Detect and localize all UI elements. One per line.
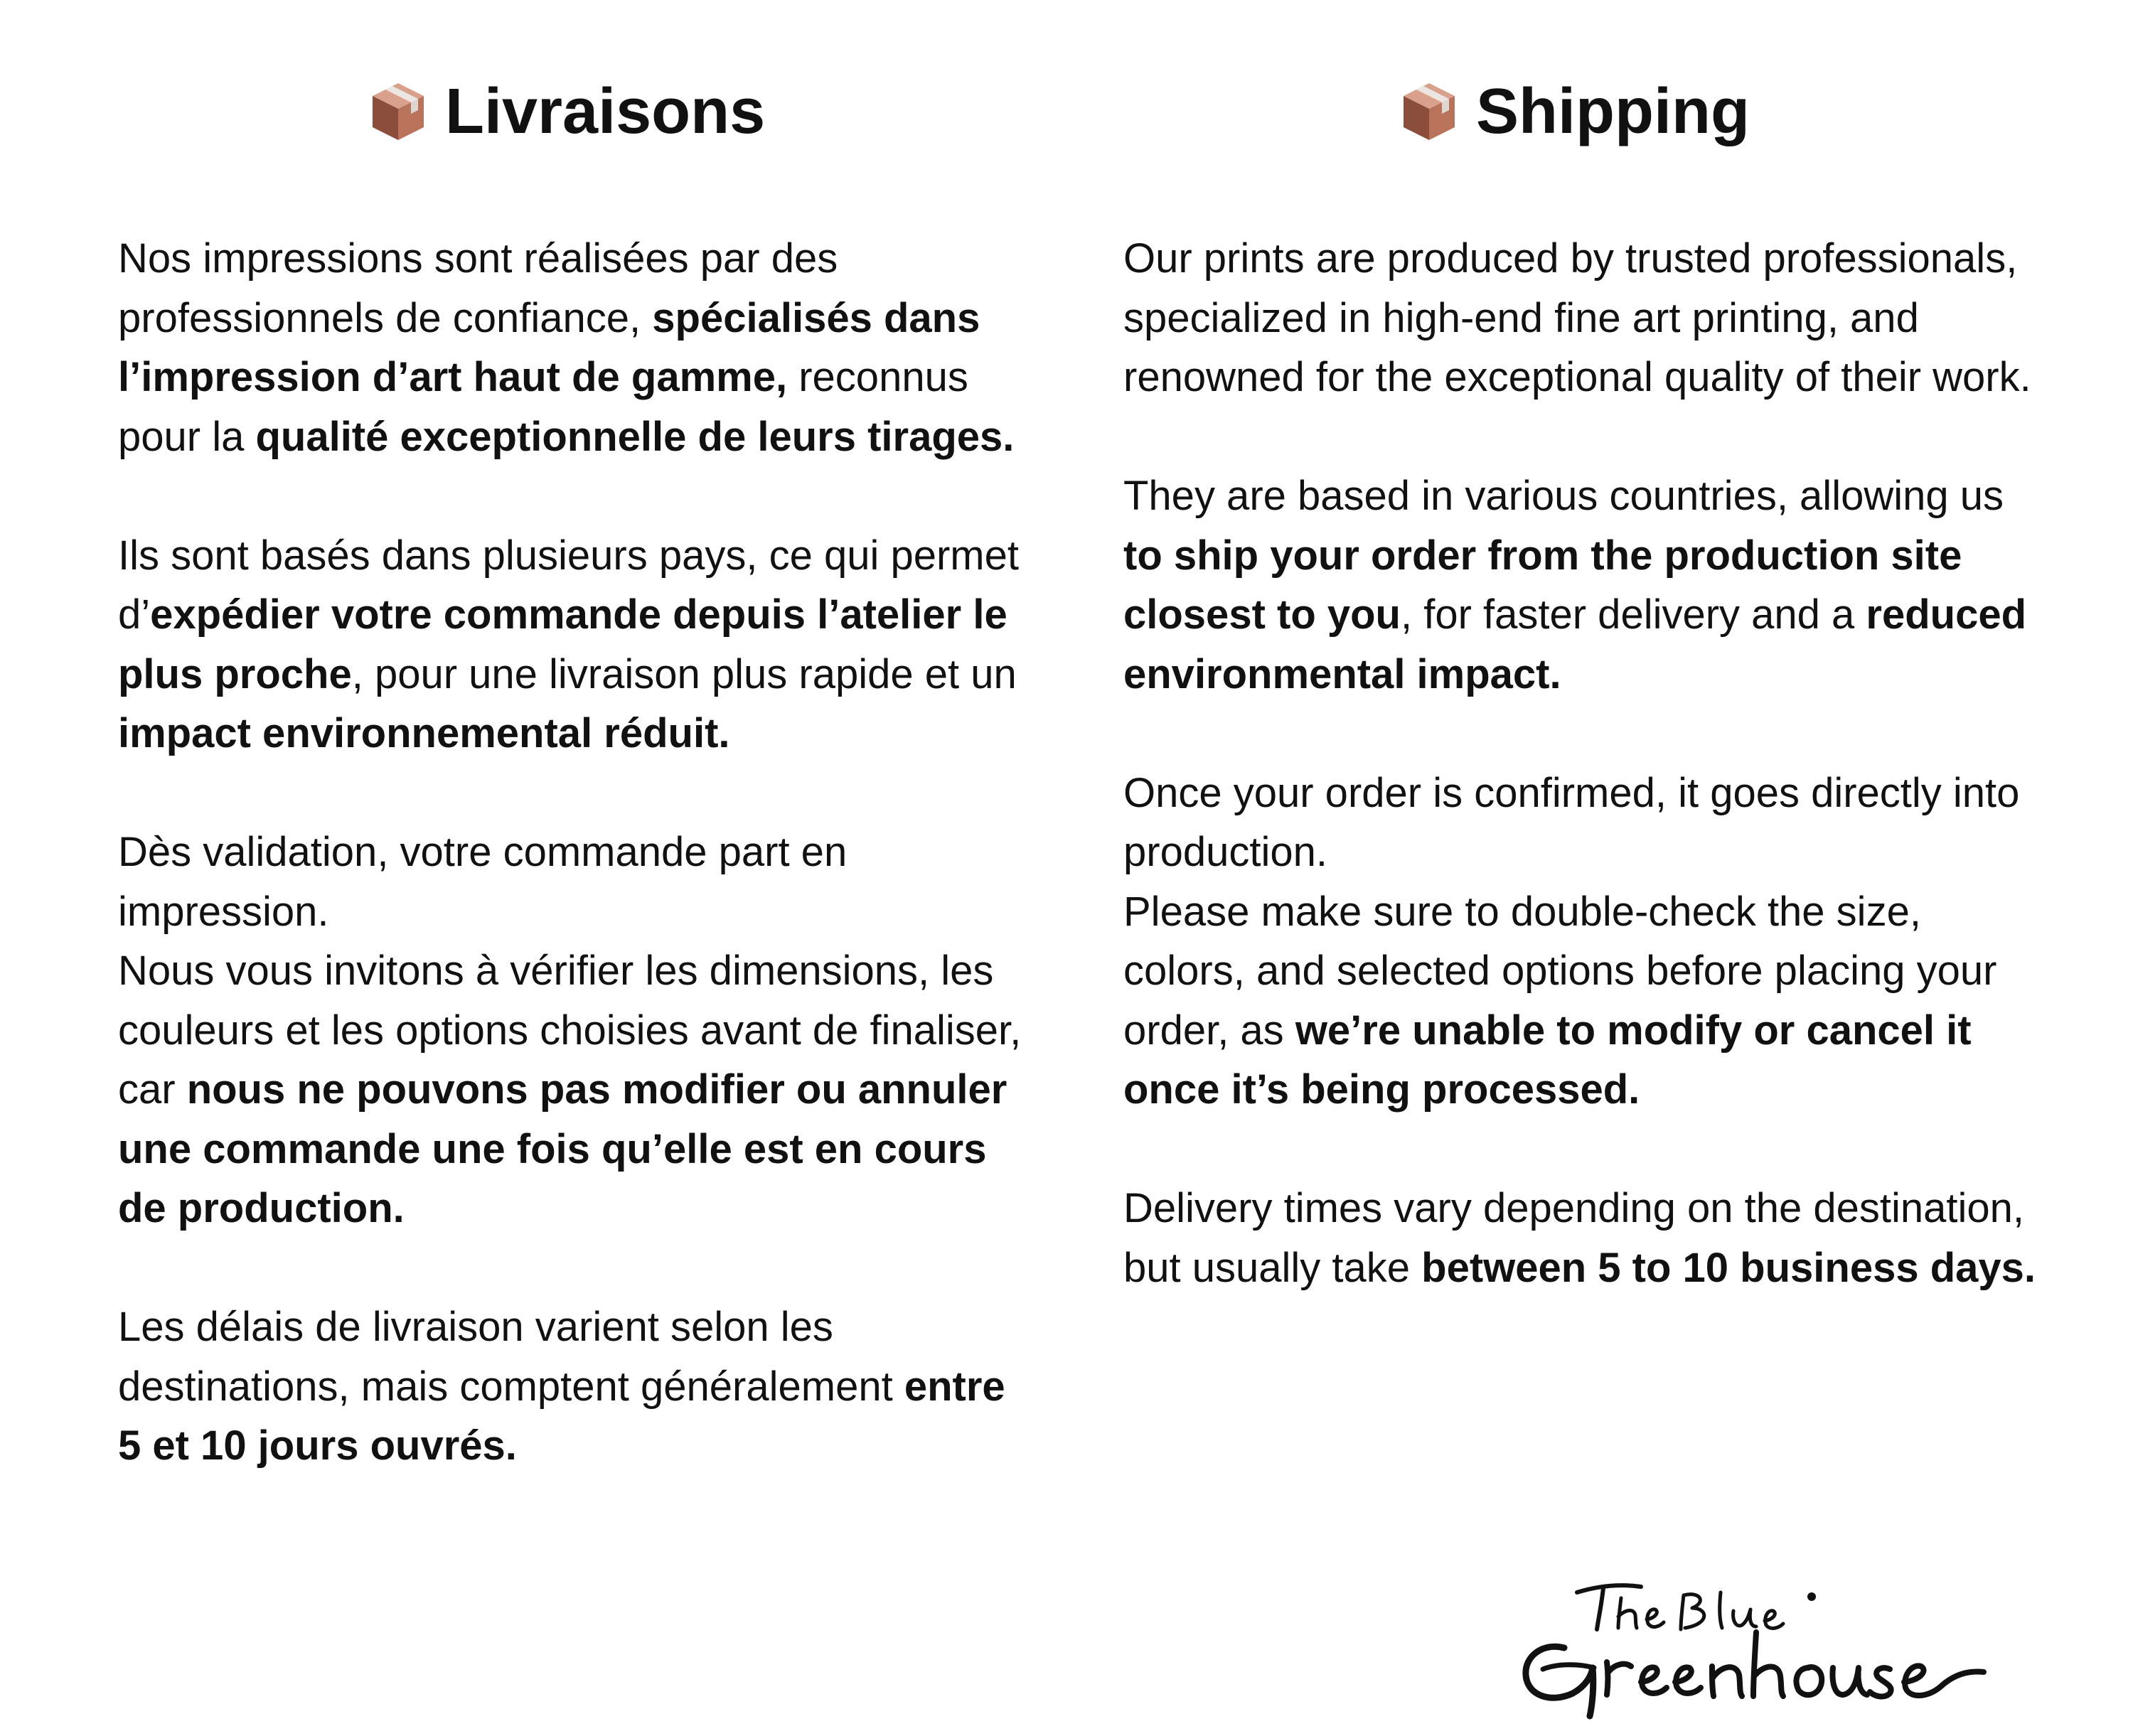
english-title: Shipping [1476, 76, 1750, 147]
english-paragraph-delivery: Delivery times vary depending on the destination, but usually take between 5 to 10 business days. [1123, 1185, 2036, 1291]
french-title: Livraisons [445, 76, 766, 147]
french-paragraph-check: Nous vous invitons à vérifier les dimensions, les couleurs et les options choisies avant de finaliser, car nous ne pouvons pas modifier ou annuler une commande une fois qu’elle est en cours de production. [118, 948, 1022, 1231]
french-paragraph-validation: Dès validation, votre commande part en impression. [118, 829, 848, 935]
french-body [118, 229, 1035, 1535]
package-box-icon [1401, 80, 1458, 143]
english-paragraph-locations: They are based in various countries, allowing us to ship your order from the production site closest to you, for faster delivery and a reduced environmental impact. [1123, 473, 2027, 697]
english-heading [1401, 73, 1750, 151]
english-body [1123, 229, 2041, 1357]
french-paragraph-quality: Nos impressions sont réalisées par des professionnels de confiance, spécialisés dans l’impression d’art haut de gamme, reconnus pour la qualité exceptionnelle de leurs tirages. [118, 235, 1015, 460]
french-paragraph-delivery: Les délais de livraison varient selon les destinations, mais comptent généralement entre 5 et 10 jours ouvrés. [118, 1304, 1005, 1469]
english-paragraph-quality: Our prints are produced by trusted professionals, specialized in high-end fine art printing, and renowned for the exceptional quality of their work. [1123, 235, 2031, 400]
english-paragraph-confirmed: Once your order is confirmed, it goes directly into production. [1123, 769, 2020, 875]
french-heading [370, 73, 765, 151]
french-paragraph-locations: Ils sont basés dans plusieurs pays, ce qui permet d’expédier votre commande depuis l’atelier le plus proche, pour une livraison plus rapide et un impact environnemental réduit. [118, 532, 1019, 756]
package-box-icon [370, 80, 427, 143]
brand-logo [1514, 1564, 2026, 1720]
english-paragraph-check: Please make sure to double-check the size, colors, and selected options before placing your order, as we’re unable to modify or cancel it once it’s being processed. [1123, 888, 1997, 1113]
